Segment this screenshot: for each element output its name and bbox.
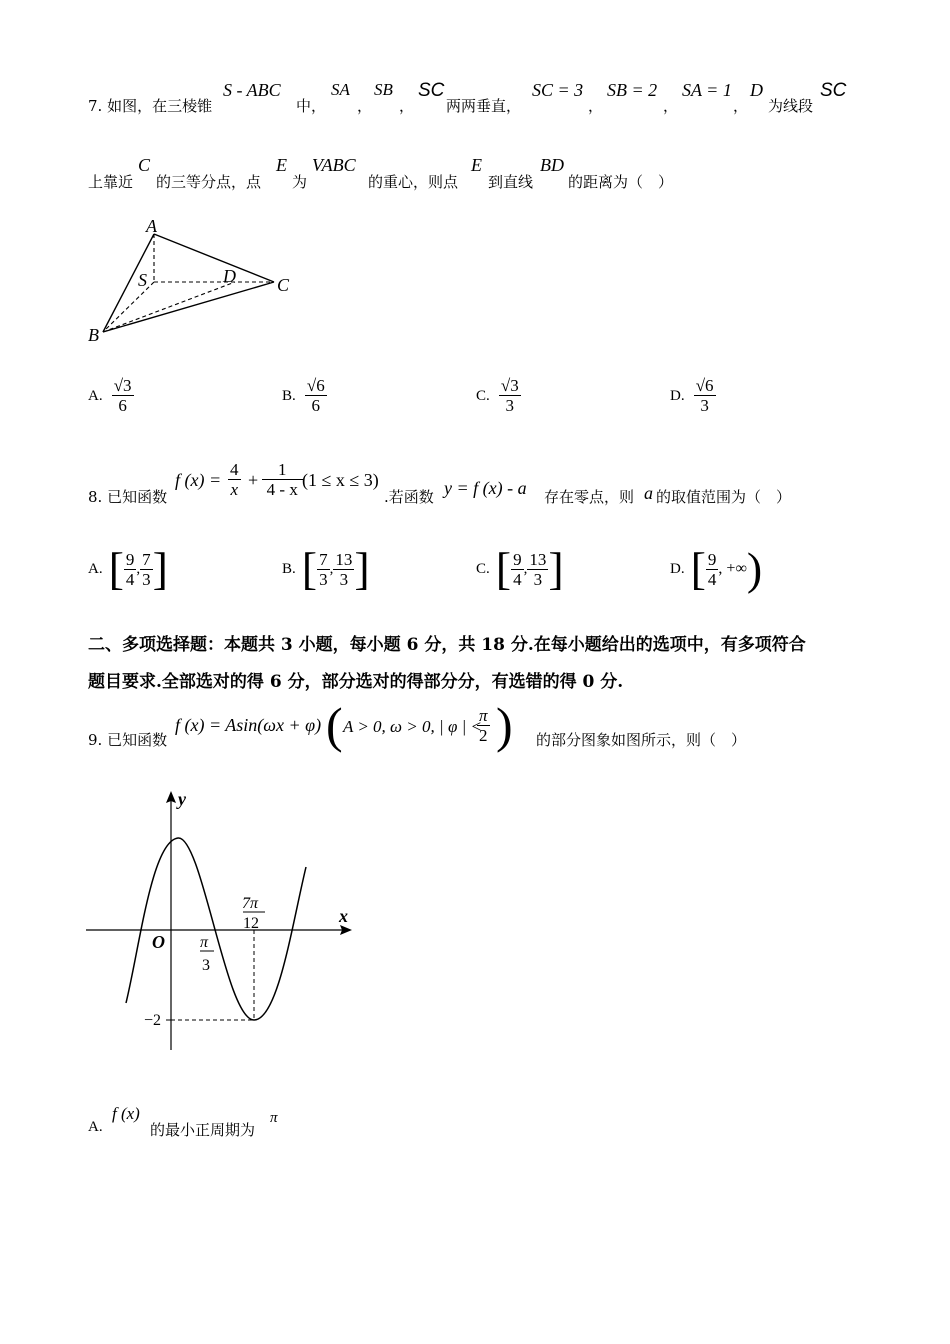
q8-option-c[interactable]: C. [ $\frac{9}{4}$ , $\frac{13}{3}$ ] — [476, 543, 564, 594]
q7-zhong: 中， — [296, 97, 327, 115]
tick2-den: 12 — [243, 915, 259, 932]
q7-pyramid: S - ABC — [223, 80, 281, 100]
q7-sa: SA — [331, 80, 350, 99]
q9-cond: A > 0, ω > 0, | φ | < — [343, 717, 482, 736]
x-label: x — [339, 906, 348, 926]
q7-eq-sb: SB = 2 — [607, 80, 658, 100]
origin-label: O — [152, 932, 165, 952]
q8-if: .若函数 — [384, 488, 434, 506]
q7-bd: BD — [540, 155, 564, 175]
label-b: B — [88, 325, 99, 345]
q8-a: a — [644, 483, 653, 503]
q7-option-c[interactable]: C. $\frac{√3}{3}$ — [476, 376, 519, 415]
tick1-den: 3 — [202, 957, 210, 974]
q7-sc: SC — [418, 80, 445, 101]
tick2-num: 7π — [242, 895, 259, 912]
sine-graph — [80, 785, 370, 1060]
label-a: A — [146, 216, 157, 236]
q7-eq-sa: SA = 1 — [682, 80, 732, 100]
y-label: y — [178, 789, 186, 809]
q8-y-expr: y = f (x) - a — [444, 478, 527, 498]
q7-trisect: 的三等分点，点 — [156, 173, 262, 191]
q8-plus: + — [248, 470, 259, 490]
q7-sc2: SC — [820, 80, 847, 101]
q7-comma3: ， — [588, 97, 604, 115]
q8-prefix: 8. 已知函数 — [88, 488, 168, 506]
sine-curve — [126, 838, 306, 1020]
q7-comma5: ， — [733, 97, 749, 115]
segment-bd — [103, 282, 235, 332]
q7-comma4: ， — [663, 97, 679, 115]
section-2-line1: 二、多项选择题：本题共 3 小题，每小题 6 分，共 18 分.在每小题给出的选项中，有多项符合 — [88, 635, 806, 655]
q7-option-a[interactable]: A. $\frac{√3}{6}$ — [88, 376, 132, 415]
ymin-label: −2 — [144, 1012, 162, 1029]
q7-perp: 两两垂直， — [446, 97, 522, 115]
q7-c: C — [138, 155, 151, 175]
q7-segment: 为线段 — [768, 97, 814, 115]
q9-rparen: ) — [496, 697, 513, 753]
q7-wei: 为 — [292, 173, 308, 191]
edge-ac — [154, 234, 274, 282]
q7-option-b[interactable]: B. $\frac{√6}{6}$ — [282, 376, 325, 415]
label-s: S — [138, 270, 147, 290]
q7-eq-sc: SC = 3 — [532, 80, 584, 100]
q8-domain: (1 ≤ x ≤ 3) — [302, 470, 379, 490]
q8-zero: 存在零点，则 — [544, 488, 635, 506]
q8-frac2: $\frac{1}{4 - x}$ — [262, 460, 303, 499]
q8-f-lhs: f (x) = — [175, 470, 222, 490]
label-d: D — [223, 266, 236, 286]
q7-e2: E — [471, 155, 482, 175]
label-c: C — [277, 275, 290, 295]
q7-option-d[interactable]: D. $\frac{√6}{3}$ — [670, 376, 714, 415]
q9-suffix: 的部分图象如图所示，则（ ） — [536, 731, 747, 749]
q7-to-line: 到直线 — [488, 173, 534, 191]
q9-lparen: ( — [326, 697, 343, 753]
q9-prefix: 9. 已知函数 — [88, 731, 168, 749]
q8-option-b[interactable]: B. [ $\frac{7}{3}$ , $\frac{13}{3}$ ] — [282, 543, 370, 594]
q7-dist: 的距离为（ ） — [568, 173, 674, 191]
q7-prefix: 7. 如图，在三棱锥 — [88, 97, 213, 115]
q9-pi-half: $\frac{\pi}{2}$ — [479, 706, 488, 745]
pyramid-figure — [80, 208, 310, 353]
q7-centroid: 的重心，则点 — [368, 173, 459, 191]
tick1-num: π — [200, 934, 209, 951]
q7-e: E — [276, 155, 287, 175]
q8-option-d[interactable]: D. [ $\frac{9}{4}$ , +∞ ) — [670, 543, 763, 594]
section-2-line2: 题目要求.全部选对的得 6 分，部分选对的得部分分，有选错的得 0 分. — [88, 672, 624, 692]
q7-triangle: VABC — [312, 155, 356, 175]
q8-range: 的取值范围为（ ） — [656, 488, 792, 506]
q7-sb: SB — [374, 80, 393, 99]
q7-comma2: ， — [399, 97, 415, 115]
q8-frac1: $\frac{4}{x}$ — [230, 460, 239, 499]
q7-comma1: ， — [357, 97, 373, 115]
q7-d: D — [750, 80, 763, 100]
q7-near: 上靠近 — [88, 173, 134, 191]
q8-option-a[interactable]: A. [ $\frac{9}{4}$ , $\frac{7}{3}$ ] — [88, 543, 168, 594]
q9-expr: f (x) = Asin(ωx + φ) — [175, 715, 322, 735]
